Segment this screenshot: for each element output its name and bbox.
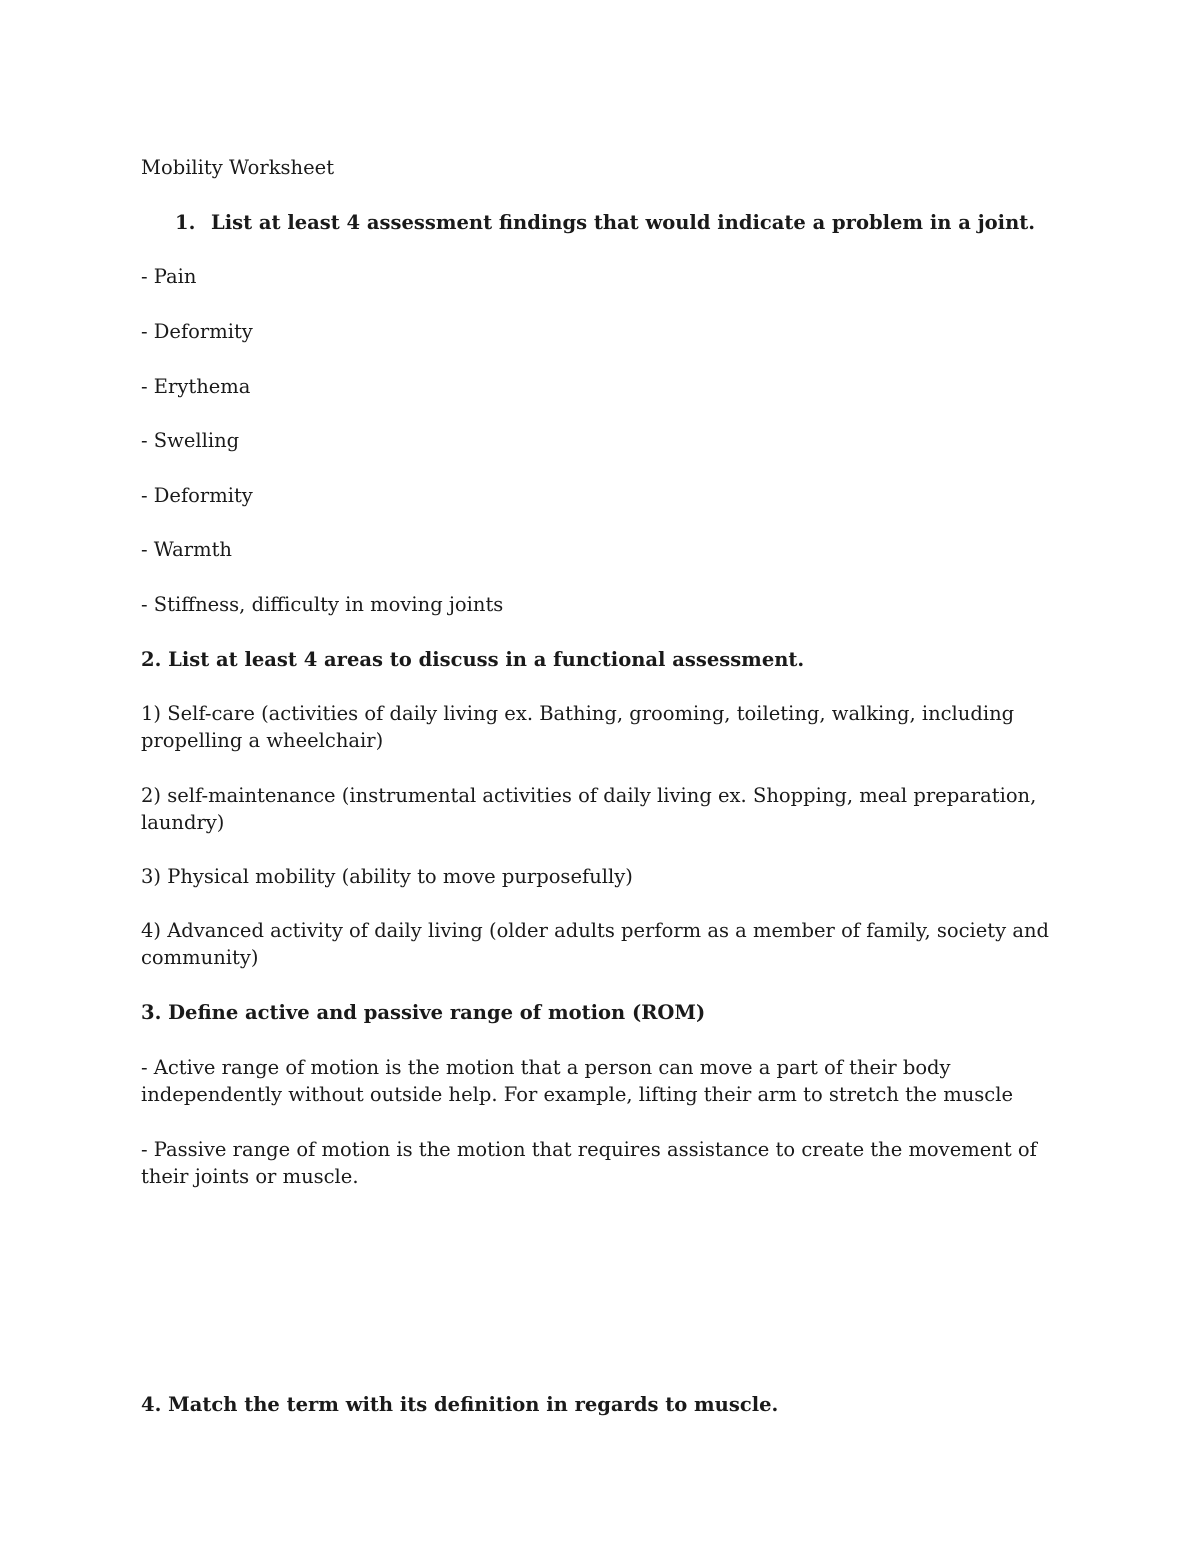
q1-answer-2: - Deformity (141, 320, 253, 343)
q2-answer-3: 3) Physical mobility (ability to move purposefully) (141, 865, 633, 888)
q3-answer-1: - Active range of motion is the motion that a person can move a part of their body independently without outside help. For example, lifting their arm to stretch the muscle (141, 1056, 1013, 1106)
question-2: 2. List at least 4 areas to discuss in a functional assessment. (141, 648, 805, 671)
question-1-number: 1. (175, 211, 196, 234)
q2-answer-4: 4) Advanced activity of daily living (older adults perform as a member of family, society and community) (141, 919, 1050, 969)
q1-answer-7: - Stiffness, difficulty in moving joints (141, 593, 504, 616)
q1-answer-4: - Swelling (141, 429, 240, 452)
q2-answer-2: 2) self-maintenance (instrumental activities of daily living ex. Shopping, meal preparation, laundry) (141, 784, 1037, 834)
q1-answer-1: - Pain (141, 265, 197, 288)
q1-answer-5: - Deformity (141, 484, 253, 507)
q3-answer-2: - Passive range of motion is the motion that requires assistance to create the movement of their joints or muscle. (141, 1138, 1037, 1188)
q1-answer-6: - Warmth (141, 538, 232, 561)
q1-answer-3: - Erythema (141, 375, 251, 398)
question-4: 4. Match the term with its definition in regards to muscle. (141, 1393, 779, 1416)
document-title: Mobility Worksheet (141, 156, 335, 179)
question-3: 3. Define active and passive range of motion (ROM) (141, 1001, 706, 1024)
question-1-text: List at least 4 assessment findings that would indicate a problem in a joint. (211, 211, 1036, 234)
q2-answer-1: 1) Self-care (activities of daily living ex. Bathing, grooming, toileting, walking, including propelling a wheelchair) (141, 702, 1015, 752)
question-1 (141, 209, 1035, 236)
